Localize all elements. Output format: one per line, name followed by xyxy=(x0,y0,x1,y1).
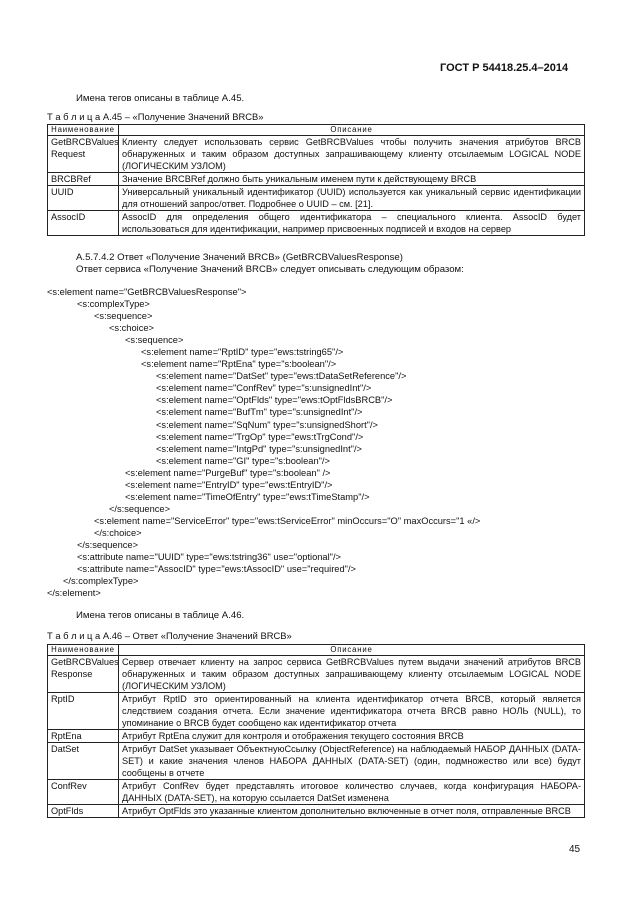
code-line: <s:element name="EntryID" type="ews:tEntryID"/> xyxy=(125,479,333,490)
code-line: <s:element name="GetBRCBValuesResponse"> xyxy=(47,287,247,297)
code-line: <s:element name="RptEna" type="s:boolean"/> xyxy=(141,359,337,370)
table-row xyxy=(48,211,585,236)
table45-intro: Имена тегов описаны в таблице А.45. xyxy=(76,93,245,104)
table46-row1-description: Сервер отвечает клиенту на запрос сервиса GetBRCBValues путем выдачи значений атрибутов BRCB обнаруженных и таким образом доступных запрашивающему клиенту отсылаемым LOGICAL NODE (ЛОГИЧЕСКИМ УЗЛОМ) xyxy=(119,656,585,693)
page-number: 45 xyxy=(569,844,581,855)
section-heading: А.5.7.4.2 Ответ «Получение Значений BRCB» (GetBRCBValuesResponse) xyxy=(76,252,403,263)
table-row xyxy=(48,730,585,743)
code-line: <s:attribute name="AssocID" type="ews:tAssocID" use="required"/> xyxy=(77,564,356,575)
code-line: <s:element name="BufTm" type="s:unsignedInt"/> xyxy=(156,407,363,418)
code-line: <s:element name="PurgeBuf" type="s:boolean" /> xyxy=(125,467,331,478)
table45-row1-name: GetBRCBValues Request xyxy=(48,136,119,173)
xml-code-block xyxy=(47,286,480,599)
table-row xyxy=(48,186,585,211)
document-standard-header: ГОСТ Р 54418.25.4–2014 xyxy=(440,62,569,74)
table46-row1-name: GetBRCBValues Response xyxy=(48,656,119,693)
table46-caption: Т а б л и ц а А.46 – Ответ «Получение Значений BRCB» xyxy=(47,630,292,641)
code-line: </s:element> xyxy=(47,588,101,599)
code-line: <s:element name="SqNum" type="s:unsignedShort"/> xyxy=(156,419,378,430)
table45-caption: Т а б л и ц а А.45 – «Получение Значений BRCB» xyxy=(47,111,264,122)
table45-header-name: Наименование xyxy=(48,125,119,136)
table46-row2-description: Атрибут RptID это ориентированный на клиента идентификатор отчета BRCB, который является следствием создания отчета. Если значение идентификатора отчета BRCB равно НОЛЬ (NULL), то упоминание о BRCB будет сообщено как идентификатор отчета xyxy=(119,693,585,730)
table-row xyxy=(48,136,585,173)
code-line: <s:element name="DatSet" type="ews:tDataSetReference"/> xyxy=(156,371,407,382)
code-line: </s:sequence> xyxy=(109,503,170,514)
code-line: <s:element name="TimeOfEntry" type="ews:tTimeStamp"/> xyxy=(125,491,370,502)
table45-row1-description: Клиенту следует использовать сервис GetBRCBValues чтобы получить значения атрибутов BRCB обнаруженных и таким образом доступных запрашивающему клиенту отсылаемым LOGICAL NODE (ЛОГИЧЕСКИМ УЗЛОМ) xyxy=(119,136,585,173)
code-line: <s:attribute name="UUID" type="ews:tstring36" use="optional"/> xyxy=(77,552,341,563)
code-line: </s:sequence> xyxy=(77,539,138,550)
code-line: <s:sequence> xyxy=(94,311,153,322)
table45-row2-name: BRCBRef xyxy=(48,173,119,186)
table46-header-row xyxy=(48,645,585,656)
code-line: <s:element name="RptID" type="ews:tstring65"/> xyxy=(141,347,344,358)
table-row xyxy=(48,173,585,186)
table46-header-name: Наименование xyxy=(48,645,119,656)
table-row xyxy=(48,805,585,818)
table45-row3-name: UUID xyxy=(48,186,119,211)
table45-row2-description: Значение BRCBRef должно быть уникальным именем пути к действующему BRCB xyxy=(119,173,585,186)
table45-row4-name: AssocID xyxy=(48,211,119,236)
section-text: Ответ сервиса «Получение Значений BRCB» следует описывать следующим образом: xyxy=(76,264,464,275)
code-line: </s:choice> xyxy=(94,527,142,538)
table46 xyxy=(47,644,585,818)
table46-row5-description: Атрибут ConfRev будет представлять итоговое количество случаев, когда конфигурация НАБОРА-ДАННЫХ (DATA-SET), на которую ссылается DatSet изменена xyxy=(119,780,585,805)
table46-row6-name: OptFlds xyxy=(48,805,119,818)
code-line: <s:element name="GI" type="s:boolean"/> xyxy=(156,455,330,466)
table-row xyxy=(48,693,585,730)
table46-row3-description: Атрибут RptEna служит для контроля и отображения текущего состояния BRCB xyxy=(119,730,585,743)
code-line: <s:element name="IntgPd" type="s:unsignedInt"/> xyxy=(156,443,362,454)
table46-header-description: Описание xyxy=(119,645,585,656)
table-row xyxy=(48,743,585,780)
code-line: <s:element name="ConfRev" type="s:unsignedInt"/> xyxy=(156,383,372,394)
table45-header-row xyxy=(48,125,585,136)
table45-row3-description: Универсальный уникальный идентификатор (UUID) используется как уникальный сервис идентификации для отношений запрос/ответ. Подробнее о UUID – см. [21]. xyxy=(119,186,585,211)
table46-row2-name: RptID xyxy=(48,693,119,730)
table-row xyxy=(48,656,585,693)
code-line: <s:element name="TrgOp" type="ews:tTrgCond"/> xyxy=(156,431,364,442)
table46-row3-name: RptEna xyxy=(48,730,119,743)
code-line: <s:element name="OptFlds" type="ews:tOptFldsBRCB"/> xyxy=(156,395,393,406)
table45-header-description: Описание xyxy=(119,125,585,136)
code-line: <s:sequence> xyxy=(125,335,184,346)
code-line: </s:complexType> xyxy=(63,576,139,587)
code-line: <s:choice> xyxy=(109,323,154,334)
table46-row5-name: ConfRev xyxy=(48,780,119,805)
table46-row4-description: Атрибут DatSet указывает ОбъектнуюСсылку (ObjectReference) на наблюдаемый НАБОР ДАННЫХ (DATA-SET) и какие значения членов НАБОРА ДАННЫХ (DATA-SET) (один, подмножество или все) будут сообщены в отчете xyxy=(119,743,585,780)
code-line: <s:element name="ServiceError" type="ews:tServiceError" minOccurs="O" maxOccurs="1 «/> xyxy=(94,515,481,526)
code-line: <s:complexType> xyxy=(77,299,150,310)
table46-row4-name: DatSet xyxy=(48,743,119,780)
table45 xyxy=(47,124,585,236)
table45-row4-description: AssocID для определения общего идентификатора – специального клиента. AssocID будет использоваться для идентификации, например присвоенных подписей и входов на сервер xyxy=(119,211,585,236)
table-row xyxy=(48,780,585,805)
table46-intro: Имена тегов описаны в таблице А.46. xyxy=(76,610,245,621)
table46-row6-description: Атрибут OptFlds это указанные клиентом дополнительно включенные в отчет поля, отправленные BRCB xyxy=(119,805,585,818)
